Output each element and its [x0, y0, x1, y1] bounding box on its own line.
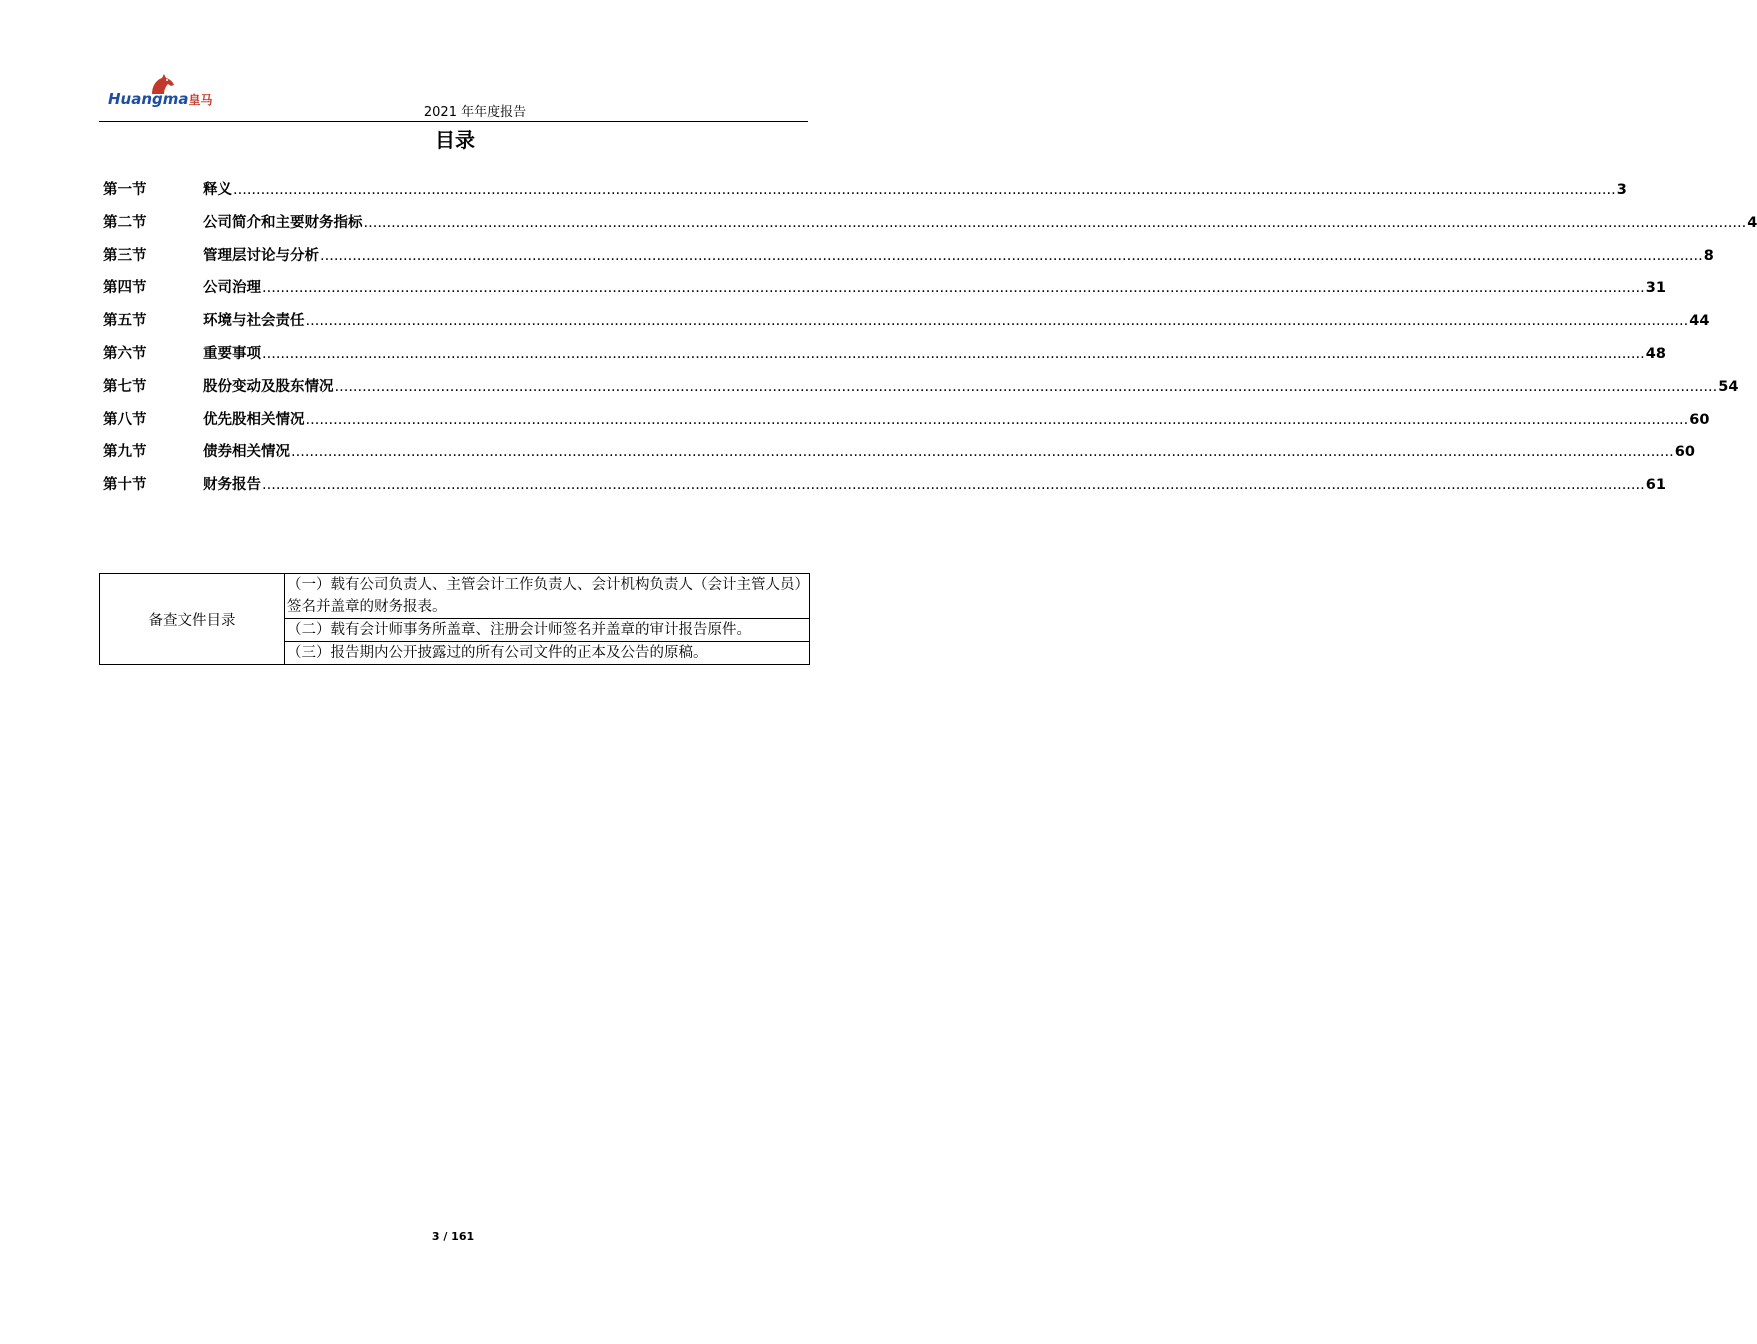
toc-page-number: 8 — [1703, 247, 1714, 264]
toc-entry[interactable] — [103, 276, 1666, 309]
toc-page-number: 61 — [1645, 477, 1666, 494]
toc-page-number: 54 — [1718, 378, 1739, 395]
toc-page-number: 48 — [1645, 345, 1666, 362]
toc-section-number: 第三节 — [103, 247, 147, 264]
toc-section-number: 第二节 — [103, 214, 147, 231]
reference-item-1: （一）载有公司负责人、主管会计工作负责人、会计机构负责人（会计主管人员）签名并盖章的财务报表。 — [285, 574, 810, 619]
toc-section-number: 第四节 — [103, 280, 147, 297]
toc-entry[interactable] — [103, 440, 1695, 473]
reference-row — [100, 574, 810, 619]
toc-section-name: 重要事项 — [203, 345, 261, 362]
reference-documents-table — [99, 573, 810, 665]
reference-item-2: （二）载有会计师事务所盖章、注册会计师签名并盖章的审计报告原件。 — [285, 619, 810, 642]
logo-text-cn: 皇马 — [188, 93, 213, 107]
toc-page-number: 3 — [1616, 182, 1627, 198]
toc-entry[interactable] — [103, 211, 1757, 244]
toc-section-number: 第九节 — [103, 444, 147, 461]
toc-section-name: 财务报告 — [203, 477, 261, 494]
toc-entry[interactable] — [103, 178, 1627, 211]
toc-entry[interactable] — [103, 309, 1710, 342]
toc-section-name: 股份变动及股东情况 — [203, 378, 334, 395]
toc-entry[interactable] — [103, 244, 1714, 277]
toc-section-number: 第十节 — [103, 477, 147, 494]
toc-section-name: 管理层讨论与分析 — [203, 247, 319, 264]
toc-leader-dots: ............................................................................................................................................................................................................................................................................................................ — [291, 444, 1674, 461]
toc-section-number: 第八节 — [103, 411, 147, 428]
toc-section-name: 优先股相关情况 — [203, 411, 305, 428]
toc-entry[interactable] — [103, 375, 1739, 408]
toc-leader-dots: ............................................................................................................................................................................................................................................................................................................ — [320, 247, 1703, 264]
toc-section-name: 释义 — [203, 182, 232, 198]
toc-page-number: 60 — [1674, 444, 1695, 461]
toc-page-number: 31 — [1645, 280, 1666, 297]
table-of-contents — [103, 178, 1757, 506]
toc-section-number: 第七节 — [103, 378, 147, 395]
toc-entry[interactable] — [103, 342, 1666, 375]
toc-leader-dots: ............................................................................................................................................................................................................................................................................................................ — [262, 477, 1645, 494]
reference-label: 备查文件目录 — [100, 574, 285, 665]
page-indicator: 3 / 161 — [431, 1230, 475, 1243]
toc-leader-dots: ............................................................................................................................................................................................................................................................................................................ — [233, 182, 1616, 198]
toc-leader-dots: ............................................................................................................................................................................................................................................................................................................ — [262, 345, 1645, 362]
toc-leader-dots: ............................................................................................................................................................................................................................................................................................................ — [262, 280, 1645, 297]
toc-section-number: 第一节 — [103, 182, 147, 198]
toc-leader-dots: ............................................................................................................................................................................................................................................................................................................ — [305, 313, 1689, 330]
header-divider — [99, 121, 808, 122]
toc-page-number: 60 — [1689, 411, 1710, 428]
toc-leader-dots: ............................................................................................................................................................................................................................................................................................................ — [334, 378, 1718, 395]
toc-leader-dots: ............................................................................................................................................................................................................................................................................................................ — [305, 411, 1689, 428]
toc-page-number: 4 — [1747, 214, 1757, 231]
toc-entry[interactable] — [103, 473, 1666, 506]
toc-leader-dots: ............................................................................................................................................................................................................................................................................................................ — [363, 214, 1747, 231]
toc-section-name: 债券相关情况 — [203, 444, 290, 461]
toc-section-name: 公司简介和主要财务指标 — [203, 214, 363, 231]
toc-section-number: 第六节 — [103, 345, 147, 362]
toc-section-name: 环境与社会责任 — [203, 313, 305, 330]
toc-page-number: 44 — [1689, 313, 1710, 330]
toc-section-number: 第五节 — [103, 313, 147, 330]
logo-text-en: Huangma — [108, 90, 189, 108]
toc-section-name: 公司治理 — [203, 280, 261, 297]
toc-title: 目录 — [435, 128, 475, 152]
reference-item-3: （三）报告期内公开披露过的所有公司文件的正本及公告的原稿。 — [285, 642, 810, 665]
toc-entry[interactable] — [103, 408, 1710, 441]
report-header-title: 2021 年年度报告 — [423, 105, 527, 120]
